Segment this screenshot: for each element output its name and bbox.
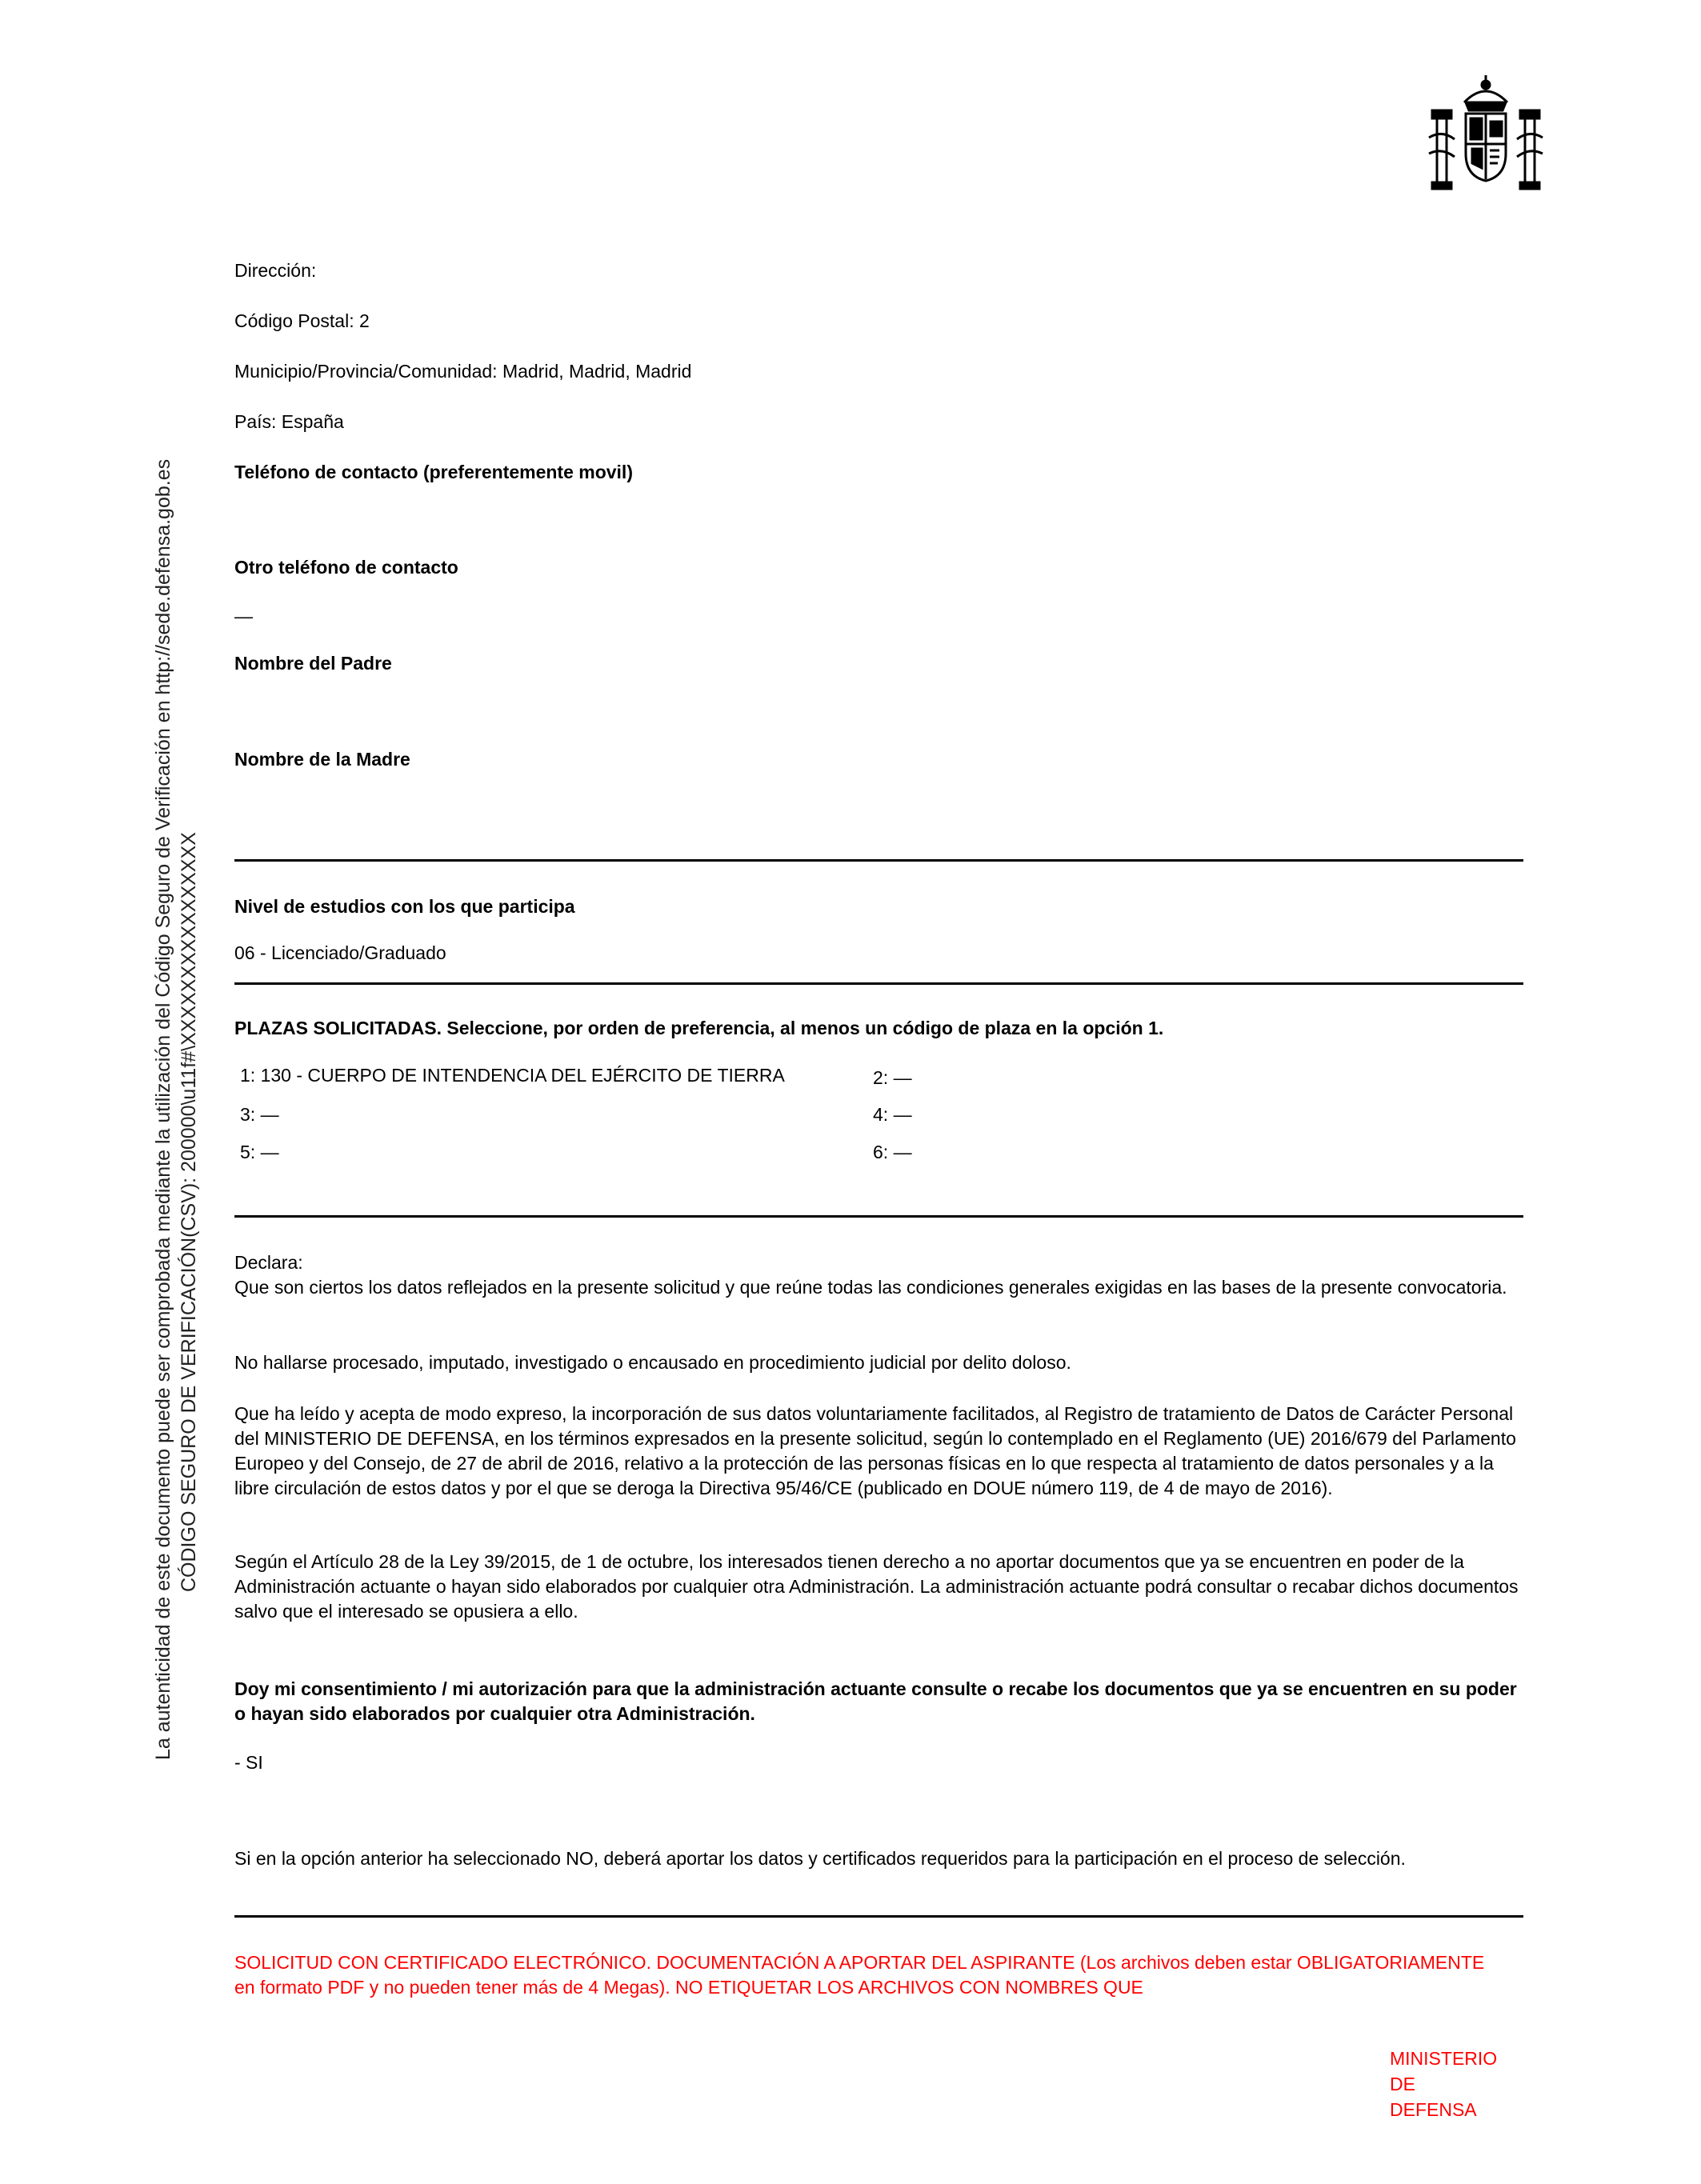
padre-label: Nombre del Padre <box>234 653 392 674</box>
plaza-option-6: 6: — <box>873 1142 912 1162</box>
municipio-provincia: Municipio/Provincia/Comunidad: Madrid, Madrid, Madrid <box>234 361 692 382</box>
csv-side-note <box>150 459 202 1760</box>
plazas-heading: PLAZAS SOLICITADAS. Seleccione, por orden de preferencia, al menos un código de plaza en la opción 1. <box>234 1018 1164 1038</box>
declara-paragraph-1: Que son ciertos los datos reflejados en la presente solicitud y que reúne todas las condiciones generales exigidas en las bases de la presente convocatoria. <box>234 1277 1507 1298</box>
footer-ministerio: MINISTERIO <box>1390 2048 1498 2069</box>
divider <box>234 982 1523 985</box>
divider <box>234 859 1523 862</box>
csv-side-note-line2: CÓDIGO SEGURO DE VERIFICACIÓN(CSV): 200000\u11f#\XXXXXXXXXXXXXXXX <box>178 832 200 1592</box>
direccion-label: Dirección: <box>234 260 317 281</box>
declara-paragraph-2: No hallarse procesado, imputado, investigado o encausado en procedimiento judicial por delito doloso. <box>234 1352 1071 1373</box>
pais: País: España <box>234 411 344 432</box>
footer-defensa: DEFENSA <box>1390 2099 1477 2120</box>
certificado-notice: SOLICITUD CON CERTIFICADO ELECTRÓNICO. DOCUMENTACIÓN A APORTAR DEL ASPIRANTE (Los archivos deben estar OBLIGATORIAMENTE en formato PDF y no pueden tener más de 4 Megas). NO ETIQUETAR LOS ARCHIVOS CON NOMBRES QUE <box>234 1952 1485 1998</box>
madre-label: Nombre de la Madre <box>234 749 410 770</box>
plaza-option-4: 4: — <box>873 1104 912 1125</box>
plaza-option-1: 1: 130 - CUERPO DE INTENDENCIA DEL EJÉRCITO DE TIERRA <box>240 1065 785 1086</box>
plaza-option-2: 2: — <box>873 1067 912 1088</box>
declara-paragraph-3: Que ha leído y acepta de modo expreso, la incorporación de sus datos voluntariamente facilitados, al Registro de tratamiento de Datos de Carácter Personal del MINISTERIO DE DEFENSA, en los términos expresados en la presente solicitud, según lo contemplado en el Reglamento (UE) 2016/679 del Parlamento Europeo y del Consejo, de 27 de abril de 2016, relativo a la protección de las personas físicas en lo que respecta al tratamiento de datos personales y a la libre circulación de estos datos y por el que se deroga la Directiva 95/46/CE (publicado en DOUE número 119, de 4 de mayo de 2016). <box>234 1403 1516 1498</box>
footer-de: DE <box>1390 2074 1415 2094</box>
consent-question: Doy mi consentimiento / mi autorización para que la administración actuante consulte o recabe los documentos que ya se encuentren en su poder o hayan sido elaborados por cualquier otra Administración. <box>234 1678 1517 1724</box>
plaza-option-5: 5: — <box>240 1142 279 1162</box>
consent-note: Si en la opción anterior ha seleccionado NO, deberá aportar los datos y certificados requeridos para la participación en el proceso de selección. <box>234 1848 1406 1869</box>
studies-label: Nivel de estudios con los que participa <box>234 896 575 917</box>
divider <box>234 1915 1523 1918</box>
divider <box>234 1215 1523 1218</box>
coat-of-arms-icon <box>1426 74 1546 194</box>
csv-side-note-line1: La autenticidad de este documento puede ser comprobada mediante la utilización del Código Seguro de Verificación en http://sede.defensa.gob.es <box>152 458 174 1760</box>
plaza-option-3: 3: — <box>240 1104 279 1125</box>
telefono-label: Teléfono de contacto (preferentemente movil) <box>234 462 633 482</box>
consent-answer: - SI <box>234 1752 263 1773</box>
studies-value: 06 - Licenciado/Graduado <box>234 942 446 963</box>
declara-title: Declara: <box>234 1252 303 1273</box>
declara-paragraph-4: Según el Artículo 28 de la Ley 39/2015, de 1 de octubre, los interesados tienen derecho a no aportar documentos que ya se encuentren en poder de la Administración actuante o hayan sido elaborados por cualquier otra Administración. La administración actuante podrá consultar o recabar dichos documentos salvo que el interesado se opusiera a ello. <box>234 1551 1519 1622</box>
otro-telefono-value: — <box>234 606 253 626</box>
otro-telefono-label: Otro teléfono de contacto <box>234 557 458 578</box>
codigo-postal: Código Postal: 2 <box>234 310 370 331</box>
